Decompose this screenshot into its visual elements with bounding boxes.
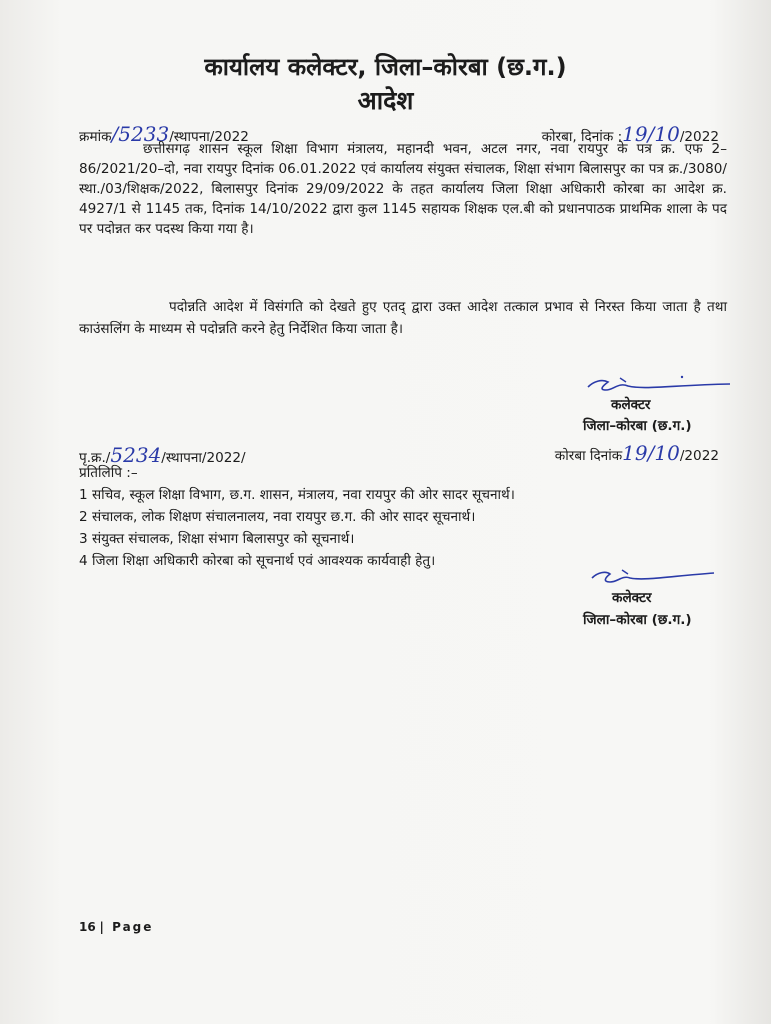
signature-2-district: जिला–कोरबा (छ.ग.) bbox=[583, 612, 692, 628]
copy-label: प्रतिलिपि :– bbox=[79, 465, 138, 481]
copy-item: 1 सचिव, स्कूल शिक्षा विभाग, छ.ग. शासन, मंत्रालय, नवा रायपुर की ओर सादर सूचनार्थ। bbox=[79, 487, 515, 503]
endorsement-date-line bbox=[555, 441, 719, 465]
page-label: | Page bbox=[99, 920, 154, 934]
copy-item: 3 संयुक्त संचालक, शिक्षा संभाग बिलासपुर को सूचनार्थ। bbox=[79, 531, 355, 547]
collector-signature-1 bbox=[584, 372, 734, 398]
order-date-prefix: कोरबा, दिनांक : bbox=[541, 129, 623, 145]
endorsement-number-handwritten: 5234 bbox=[110, 443, 162, 467]
order-number-handwritten: 5233 bbox=[118, 122, 170, 146]
endorsement-suffix: /स्थापना/2022/ bbox=[161, 450, 246, 466]
body-paragraph-1: छत्तीसगढ़ शासन स्कूल शिक्षा विभाग मंत्रालय, महानदी भवन, अटल नगर, नवा रायपुर के पत्र क्र. एफ 2–86/2021/20–दो, नवा रायपुर दिनांक 06.01.2022 एवं कार्यालय संयुक्त संचालक, शिक्षा संभाग बिलासपुर का पत्र क्र./3080/स्था./03/शिक्षक/2022, बिलासपुर दिनांक 29/09/2022 के तहत कार्यालय जिला शिक्षा अधिकारी कोरबा का आदेश क्र. 4927/1 से 1145 तक, दिनांक 14/10/2022 द्वारा कुल 1145 सहायक शिक्षक एल.बी को प्रधानपाठक प्राथमिक शाला के पद पर पदोन्नत कर पदस्थ किया गया है। bbox=[79, 141, 727, 237]
order-date-year: /2022 bbox=[679, 129, 719, 145]
signature-2-designation: कलेक्टर bbox=[612, 590, 652, 606]
signature-1-district: जिला–कोरबा (छ.ग.) bbox=[583, 418, 692, 434]
order-heading: आदेश bbox=[357, 86, 414, 115]
copy-item: 4 जिला शिक्षा अधिकारी कोरबा को सूचनार्थ एवं आवश्यक कार्यवाही हेतु। bbox=[79, 553, 436, 569]
signature-1-designation: कलेक्टर bbox=[611, 397, 651, 413]
endorsement-date-handwritten: 19/10 bbox=[622, 441, 680, 465]
order-number-line: क्रमांक/5233/स्थापना/2022 bbox=[79, 122, 249, 146]
page-number: 16 bbox=[79, 920, 96, 934]
order-date-handwritten: 19/10 bbox=[622, 122, 680, 146]
office-heading: कार्यालय कलेक्टर, जिला–कोरबा (छ.ग.) bbox=[204, 53, 567, 81]
endorsement-prefix: पृ.क्र./ bbox=[79, 450, 111, 466]
order-number-suffix: /स्थापना/2022 bbox=[169, 129, 249, 145]
collector-signature-2 bbox=[588, 566, 718, 588]
body-paragraph-2: पदोन्नति आदेश में विसंगति को देखते हुए एतद् द्वारा उक्त आदेश तत्काल प्रभाव से निरस्त किया जाता है तथा काउंसलिंग के माध्यम से पदोन्नति करने हेतु निर्देशित किया जाता है। bbox=[79, 299, 727, 337]
order-number-prefix: क्रमांक bbox=[79, 129, 112, 145]
endorsement-date-prefix: कोरबा दिनांक bbox=[554, 448, 623, 464]
page-footer bbox=[79, 920, 153, 934]
copy-item: 2 संचालक, लोक शिक्षण संचालनालय, नवा रायपुर छ.ग. की ओर सादर सूचनार्थ। bbox=[79, 509, 476, 525]
endorsement-date-year: /2022 bbox=[679, 448, 719, 464]
